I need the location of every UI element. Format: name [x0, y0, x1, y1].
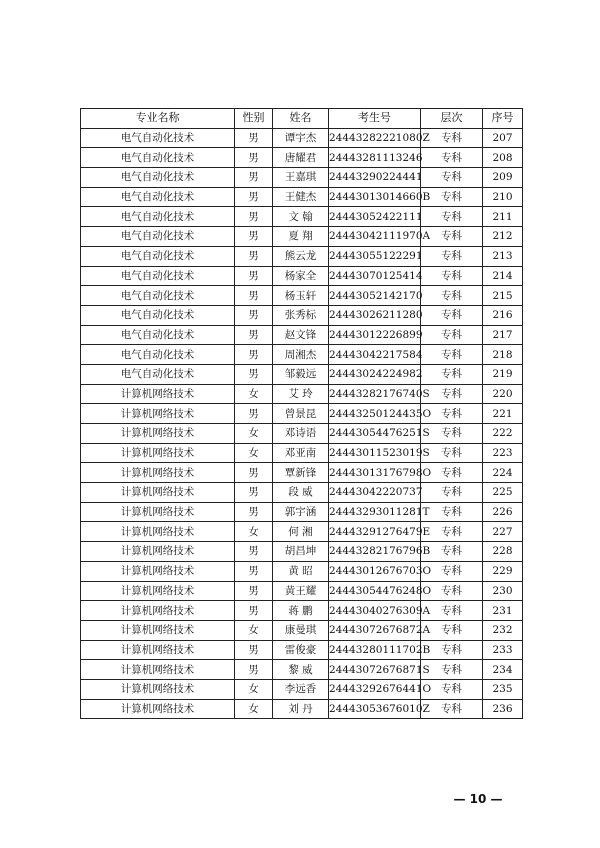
cell-name: 谭宇杰	[273, 128, 329, 148]
cell-exam-no: 24443072676872A	[329, 620, 421, 640]
cell-name: 夏 翔	[273, 227, 329, 247]
cell-seq: 234	[483, 660, 523, 680]
cell-exam-no: 24443282176796B	[329, 542, 421, 562]
table-row	[81, 168, 523, 188]
cell-name: 何 湘	[273, 522, 329, 542]
cell-exam-no: 24443250124435O	[329, 404, 421, 424]
page-number: — 10 —	[453, 792, 503, 806]
cell-seq: 228	[483, 542, 523, 562]
cell-seq: 223	[483, 443, 523, 463]
cell-level: 专科	[421, 640, 483, 660]
table-row	[81, 679, 523, 699]
cell-major: 电气自动化技术	[81, 148, 235, 168]
cell-seq: 225	[483, 483, 523, 503]
cell-name: 刘 丹	[273, 699, 329, 719]
cell-gender: 男	[235, 168, 273, 188]
cell-level: 专科	[421, 168, 483, 188]
table-row	[81, 148, 523, 168]
cell-exam-no: 24443042111970A	[329, 227, 421, 247]
cell-seq: 233	[483, 640, 523, 660]
cell-major: 电气自动化技术	[81, 266, 235, 286]
table-body	[81, 128, 523, 719]
cell-gender: 男	[235, 483, 273, 503]
cell-level: 专科	[421, 345, 483, 365]
cell-major: 计算机网络技术	[81, 384, 235, 404]
cell-level: 专科	[421, 679, 483, 699]
cell-gender: 女	[235, 620, 273, 640]
table-row	[81, 483, 523, 503]
table-row	[81, 384, 523, 404]
cell-level: 专科	[421, 286, 483, 306]
header-major: 专业名称	[81, 109, 235, 129]
cell-major: 电气自动化技术	[81, 246, 235, 266]
cell-gender: 男	[235, 364, 273, 384]
table-row	[81, 364, 523, 384]
cell-name: 杨玉轩	[273, 286, 329, 306]
cell-seq: 216	[483, 305, 523, 325]
cell-name: 王嘉琪	[273, 168, 329, 188]
cell-gender: 男	[235, 305, 273, 325]
cell-exam-no: 24443293011281T	[329, 502, 421, 522]
table-row	[81, 227, 523, 247]
cell-gender: 男	[235, 561, 273, 581]
cell-gender: 男	[235, 246, 273, 266]
cell-level: 专科	[421, 542, 483, 562]
cell-major: 计算机网络技术	[81, 601, 235, 621]
table-row	[81, 128, 523, 148]
cell-exam-no: 24443291276479E	[329, 522, 421, 542]
cell-gender: 男	[235, 660, 273, 680]
table-row	[81, 443, 523, 463]
cell-name: 李远香	[273, 679, 329, 699]
cell-name: 王健杰	[273, 187, 329, 207]
cell-level: 专科	[421, 424, 483, 444]
cell-exam-no: 24443054476248O	[329, 581, 421, 601]
cell-level: 专科	[421, 522, 483, 542]
cell-name: 康曼琪	[273, 620, 329, 640]
cell-gender: 男	[235, 404, 273, 424]
table-row	[81, 246, 523, 266]
cell-level: 专科	[421, 325, 483, 345]
table-row	[81, 601, 523, 621]
cell-exam-no: 24443290224441	[329, 168, 421, 188]
table-row	[81, 286, 523, 306]
cell-name: 艾 玲	[273, 384, 329, 404]
cell-level: 专科	[421, 266, 483, 286]
cell-name: 赵文锋	[273, 325, 329, 345]
cell-seq: 231	[483, 601, 523, 621]
cell-exam-no: 24443011523019S	[329, 443, 421, 463]
table-row	[81, 207, 523, 227]
table-row	[81, 502, 523, 522]
cell-gender: 男	[235, 463, 273, 483]
cell-seq: 211	[483, 207, 523, 227]
cell-seq: 212	[483, 227, 523, 247]
cell-major: 电气自动化技术	[81, 325, 235, 345]
cell-exam-no: 24443013014660B	[329, 187, 421, 207]
header-seq: 序号	[483, 109, 523, 129]
cell-level: 专科	[421, 187, 483, 207]
table-row	[81, 542, 523, 562]
cell-name: 段 威	[273, 483, 329, 503]
cell-level: 专科	[421, 364, 483, 384]
cell-major: 计算机网络技术	[81, 620, 235, 640]
header-gender: 性别	[235, 109, 273, 129]
cell-level: 专科	[421, 305, 483, 325]
cell-level: 专科	[421, 699, 483, 719]
cell-seq: 226	[483, 502, 523, 522]
cell-level: 专科	[421, 404, 483, 424]
cell-exam-no: 24443052422111	[329, 207, 421, 227]
table-row	[81, 187, 523, 207]
cell-seq: 230	[483, 581, 523, 601]
cell-major: 电气自动化技术	[81, 207, 235, 227]
cell-seq: 207	[483, 128, 523, 148]
cell-gender: 男	[235, 502, 273, 522]
table-row	[81, 266, 523, 286]
cell-exam-no: 24443280111702B	[329, 640, 421, 660]
cell-exam-no: 24443013176798O	[329, 463, 421, 483]
cell-exam-no: 24443282221080Z	[329, 128, 421, 148]
cell-name: 邓诗语	[273, 424, 329, 444]
table-row	[81, 325, 523, 345]
cell-level: 专科	[421, 207, 483, 227]
cell-gender: 男	[235, 207, 273, 227]
header-exam-no: 考生号	[329, 109, 421, 129]
cell-seq: 227	[483, 522, 523, 542]
cell-major: 计算机网络技术	[81, 660, 235, 680]
cell-gender: 男	[235, 640, 273, 660]
cell-major: 计算机网络技术	[81, 679, 235, 699]
cell-name: 郭宇涵	[273, 502, 329, 522]
cell-name: 黄 昭	[273, 561, 329, 581]
cell-exam-no: 24443052142170	[329, 286, 421, 306]
table-row	[81, 424, 523, 444]
header-name: 姓名	[273, 109, 329, 129]
table-row	[81, 640, 523, 660]
cell-name: 杨家全	[273, 266, 329, 286]
cell-name: 胡昌坤	[273, 542, 329, 562]
cell-gender: 男	[235, 581, 273, 601]
cell-level: 专科	[421, 601, 483, 621]
cell-name: 黄王耀	[273, 581, 329, 601]
cell-seq: 232	[483, 620, 523, 640]
cell-level: 专科	[421, 128, 483, 148]
cell-level: 专科	[421, 620, 483, 640]
cell-seq: 217	[483, 325, 523, 345]
cell-seq: 229	[483, 561, 523, 581]
cell-gender: 女	[235, 699, 273, 719]
cell-seq: 209	[483, 168, 523, 188]
cell-seq: 214	[483, 266, 523, 286]
cell-level: 专科	[421, 660, 483, 680]
table-row	[81, 305, 523, 325]
cell-exam-no: 24443053676010Z	[329, 699, 421, 719]
header-level: 层次	[421, 109, 483, 129]
cell-seq: 210	[483, 187, 523, 207]
cell-gender: 男	[235, 266, 273, 286]
cell-gender: 女	[235, 443, 273, 463]
cell-name: 文 翰	[273, 207, 329, 227]
cell-major: 电气自动化技术	[81, 187, 235, 207]
cell-level: 专科	[421, 463, 483, 483]
cell-gender: 男	[235, 286, 273, 306]
cell-major: 电气自动化技术	[81, 168, 235, 188]
cell-seq: 235	[483, 679, 523, 699]
cell-name: 邓亚南	[273, 443, 329, 463]
cell-seq: 236	[483, 699, 523, 719]
cell-gender: 女	[235, 424, 273, 444]
cell-major: 计算机网络技术	[81, 483, 235, 503]
cell-major: 电气自动化技术	[81, 128, 235, 148]
cell-major: 计算机网络技术	[81, 561, 235, 581]
cell-seq: 208	[483, 148, 523, 168]
cell-major: 电气自动化技术	[81, 286, 235, 306]
cell-gender: 男	[235, 325, 273, 345]
cell-level: 专科	[421, 581, 483, 601]
table-row	[81, 699, 523, 719]
cell-exam-no: 24443054476251S	[329, 424, 421, 444]
cell-gender: 男	[235, 128, 273, 148]
cell-gender: 男	[235, 345, 273, 365]
cell-major: 计算机网络技术	[81, 443, 235, 463]
cell-major: 计算机网络技术	[81, 522, 235, 542]
cell-gender: 男	[235, 227, 273, 247]
cell-level: 专科	[421, 148, 483, 168]
cell-level: 专科	[421, 483, 483, 503]
cell-gender: 男	[235, 542, 273, 562]
cell-seq: 224	[483, 463, 523, 483]
cell-seq: 215	[483, 286, 523, 306]
cell-name: 熊云龙	[273, 246, 329, 266]
cell-level: 专科	[421, 384, 483, 404]
cell-name: 覃新锋	[273, 463, 329, 483]
cell-major: 计算机网络技术	[81, 463, 235, 483]
cell-major: 计算机网络技术	[81, 404, 235, 424]
cell-major: 计算机网络技术	[81, 640, 235, 660]
cell-major: 计算机网络技术	[81, 699, 235, 719]
cell-name: 雷俊豪	[273, 640, 329, 660]
cell-name: 唐耀君	[273, 148, 329, 168]
cell-exam-no: 24443282176740S	[329, 384, 421, 404]
cell-major: 电气自动化技术	[81, 364, 235, 384]
table-row	[81, 561, 523, 581]
table-row	[81, 581, 523, 601]
cell-seq: 221	[483, 404, 523, 424]
cell-exam-no: 24443042220737	[329, 483, 421, 503]
cell-name: 曾景昆	[273, 404, 329, 424]
table-row	[81, 404, 523, 424]
cell-gender: 男	[235, 601, 273, 621]
cell-name: 蒋 鹏	[273, 601, 329, 621]
table-row	[81, 620, 523, 640]
cell-gender: 女	[235, 384, 273, 404]
cell-gender: 男	[235, 148, 273, 168]
cell-gender: 男	[235, 187, 273, 207]
cell-exam-no: 24443040276309A	[329, 601, 421, 621]
cell-level: 专科	[421, 443, 483, 463]
cell-level: 专科	[421, 502, 483, 522]
cell-level: 专科	[421, 227, 483, 247]
cell-exam-no: 24443072676871S	[329, 660, 421, 680]
cell-seq: 219	[483, 364, 523, 384]
table-row	[81, 345, 523, 365]
cell-seq: 220	[483, 384, 523, 404]
cell-major: 计算机网络技术	[81, 502, 235, 522]
cell-major: 电气自动化技术	[81, 227, 235, 247]
cell-level: 专科	[421, 561, 483, 581]
table-row	[81, 522, 523, 542]
student-roster-table	[80, 108, 523, 719]
cell-seq: 222	[483, 424, 523, 444]
cell-gender: 女	[235, 679, 273, 699]
cell-level: 专科	[421, 246, 483, 266]
cell-seq: 213	[483, 246, 523, 266]
table-row	[81, 660, 523, 680]
table-row	[81, 463, 523, 483]
cell-exam-no: 24443026211280	[329, 305, 421, 325]
table-header-row	[81, 109, 523, 129]
cell-exam-no: 24443055122291	[329, 246, 421, 266]
cell-major: 计算机网络技术	[81, 581, 235, 601]
cell-name: 邹毅远	[273, 364, 329, 384]
cell-major: 电气自动化技术	[81, 305, 235, 325]
cell-exam-no: 24443281113246	[329, 148, 421, 168]
cell-seq: 218	[483, 345, 523, 365]
cell-name: 黎 威	[273, 660, 329, 680]
cell-gender: 女	[235, 522, 273, 542]
cell-name: 张秀标	[273, 305, 329, 325]
cell-major: 计算机网络技术	[81, 542, 235, 562]
cell-name: 周湘杰	[273, 345, 329, 365]
cell-exam-no: 24443042217584	[329, 345, 421, 365]
cell-major: 计算机网络技术	[81, 424, 235, 444]
cell-exam-no: 24443292676441O	[329, 679, 421, 699]
cell-major: 电气自动化技术	[81, 345, 235, 365]
cell-exam-no: 24443012226899	[329, 325, 421, 345]
cell-exam-no: 24443070125414	[329, 266, 421, 286]
cell-exam-no: 24443012676703O	[329, 561, 421, 581]
cell-exam-no: 24443024224982	[329, 364, 421, 384]
